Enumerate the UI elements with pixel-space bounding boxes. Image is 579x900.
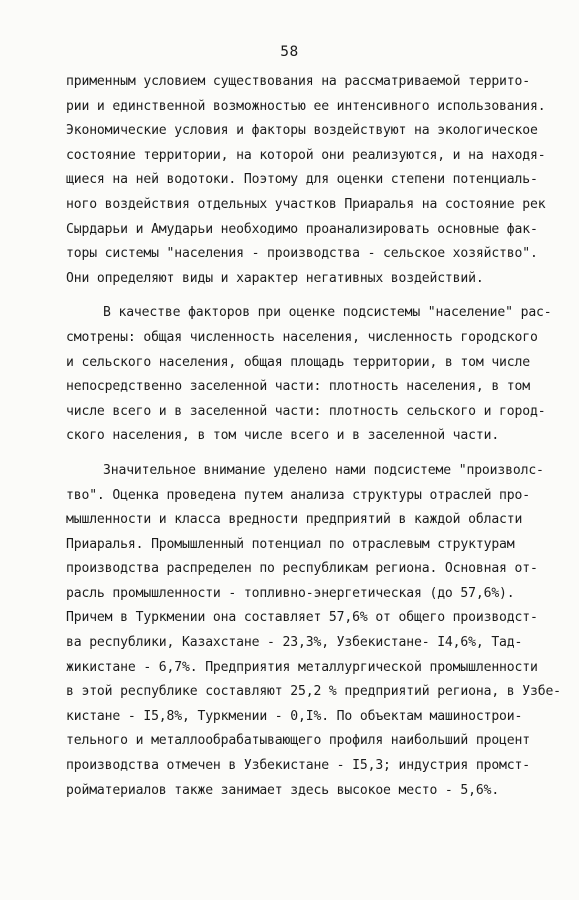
text-line: торы системы "населения - производства - сельское хозяйство". <box>66 246 538 262</box>
text-line: числе всего и в заселенной части: плотность сельского и город- <box>66 403 546 419</box>
text-line: смотрены: общая численность населения, численность городского <box>66 329 538 345</box>
text-line: применным условием существования на рассматриваемой террито- <box>66 74 530 89</box>
text-line: Приаралья. Промышленный потенциал по отраслевым структурам <box>66 536 515 552</box>
text-line: кистане - I5,8%, Туркмении - 0,I%. По объектам машинострои- <box>66 708 523 724</box>
text-line: Причем в Туркмении она составляет 57,6% от общего производст- <box>66 610 538 626</box>
text-line: расль промышленности - топливно-энергетическая (до 57,6%). <box>66 585 515 601</box>
text-line: производства отмечен в Узбекистане - I5,3; индустрия промст- <box>66 758 530 774</box>
text-line: тво". Оценка проведена путем анализа структуры отраслей про- <box>66 487 530 503</box>
text-line: Значительное внимание уделено нами подсистеме "произволс- <box>103 462 544 478</box>
text-line: ского населения, в том числе всего и в заселенной части. <box>66 428 500 444</box>
text-line: в этой республике составляют 25,2 % предприятий региона, в Узбе- <box>66 684 561 700</box>
text-line: мышленности и класса вредности предприятий в каждой области <box>66 512 523 528</box>
text-line: тельного и металлообрабатывающего профиля наибольший процент <box>66 733 530 749</box>
paragraph-3 <box>66 459 566 803</box>
text-line: состояние территории, на которой они реализуются, и на находя- <box>66 147 546 163</box>
text-line: ройматериалов также занимает здесь высокое место - 5,6%. <box>66 782 500 798</box>
page-number: 58 <box>280 44 299 60</box>
text-line: Сырдарьи и Амударьи необходимо проанализировать основные фак- <box>66 221 538 237</box>
text-line: ва республики, Казахстане - 23,3%, Узбекистане- I4,6%, Тад- <box>66 635 523 651</box>
text-line: непосредственно заселенной части: плотность населения, в том <box>66 379 530 395</box>
paragraph-1 <box>66 70 566 291</box>
text-line: рии и единственной возможностью ее интенсивного использования. <box>66 98 546 114</box>
text-line: ного воздействия отдельных участков Приаралья на состояние рек <box>66 196 546 212</box>
text-line: производства распределен по республикам региона. Основная от- <box>66 561 538 577</box>
text-line: В качестве факторов при оценке подсистемы "население" рас- <box>103 305 552 321</box>
body-text <box>66 70 566 803</box>
text-line: щиеся на ней водотоки. Поэтому для оценки степени потенциаль- <box>66 172 538 188</box>
paragraph-2 <box>66 301 566 449</box>
text-line: Они определяют виды и характер негативных воздействий. <box>66 270 484 286</box>
paragraph-gap <box>66 291 566 301</box>
text-line: и сельского населения, общая площадь территории, в том числе <box>66 354 530 370</box>
text-line: жикистане - 6,7%. Предприятия металлургической промышленности <box>66 659 538 675</box>
text-line: Экономические условия и факторы воздействуют на экологическое <box>66 123 538 139</box>
paragraph-gap <box>66 449 566 459</box>
